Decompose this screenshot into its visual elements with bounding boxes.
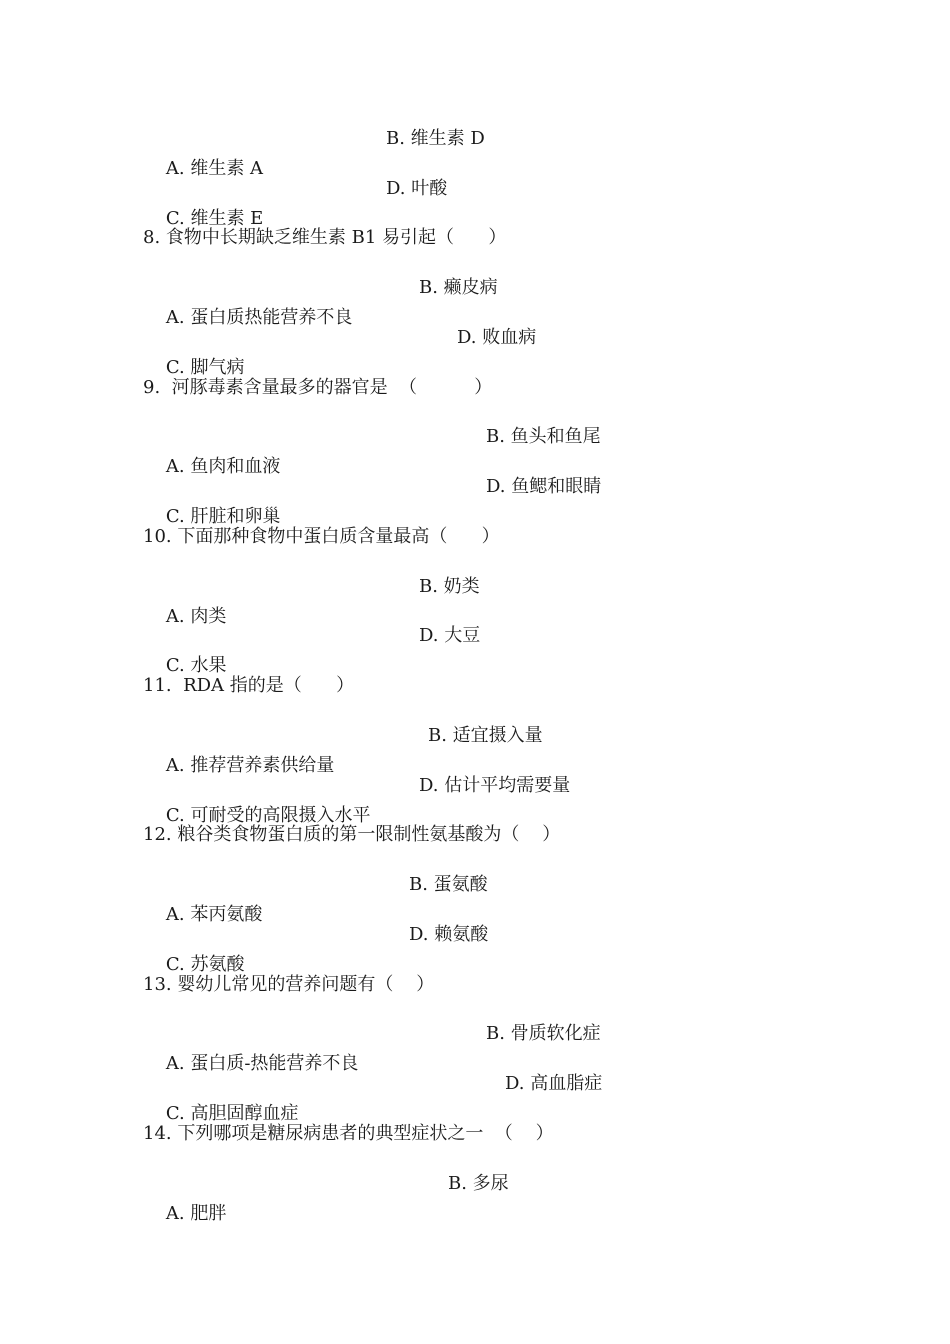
option-b: B. 多尿	[448, 1173, 509, 1194]
option-c: C. 水果	[165, 655, 227, 676]
option-d: D. 大豆	[419, 625, 481, 646]
option-b: B. 癞皮病	[419, 277, 498, 298]
option-b: B. 适宜摄入量	[428, 725, 543, 746]
option-b: B. 蛋氨酸	[409, 874, 488, 895]
option-d: D. 估计平均需要量	[419, 775, 571, 796]
option-line	[143, 422, 601, 477]
option-line	[143, 721, 543, 776]
option-c: C. 肝脏和卵巢	[165, 506, 281, 527]
option-b: B. 鱼头和鱼尾	[486, 426, 601, 447]
option-a: A. 蛋白质-热能营养不良	[165, 1053, 359, 1074]
option-line	[143, 472, 602, 527]
option-line	[143, 273, 498, 328]
option-line	[143, 771, 571, 826]
option-line	[143, 174, 448, 229]
option-d: D. 高血脂症	[505, 1073, 603, 1094]
question-12: 12. 粮谷类食物蛋白质的第一限制性氨基酸为（ ）	[143, 824, 561, 845]
option-d: D. 鱼鳃和眼睛	[486, 476, 602, 497]
option-a: A. 蛋白质热能营养不良	[165, 307, 353, 328]
option-a: A. 推荐营养素供给量	[165, 755, 335, 776]
option-a: A. 肥胖	[165, 1203, 227, 1224]
option-b: B. 维生素 D	[386, 128, 485, 149]
option-c: C. 苏氨酸	[165, 954, 245, 975]
option-b: B. 奶类	[419, 576, 480, 597]
option-a: A. 苯丙氨酸	[165, 904, 263, 925]
option-a: A. 鱼肉和血液	[165, 456, 281, 477]
question-9: 9. 河豚毒素含量最多的器官是 （ ）	[143, 377, 493, 398]
option-d: D. 叶酸	[386, 178, 448, 199]
question-8: 8. 食物中长期缺乏维生素 B1 易引起（ ）	[143, 227, 507, 248]
option-c: C. 高胆固醇血症	[165, 1103, 299, 1124]
option-c: C. 可耐受的高限摄入水平	[165, 805, 371, 826]
option-a: A. 维生素 A	[165, 158, 264, 179]
question-10: 10. 下面那种食物中蛋白质含量最高（ ）	[143, 526, 500, 547]
option-line	[143, 572, 480, 627]
question-14: 14. 下列哪项是糖尿病患者的典型症状之一 （ ）	[143, 1123, 554, 1144]
option-line	[143, 1069, 603, 1124]
option-d: D. 败血病	[457, 327, 537, 348]
option-a: A. 肉类	[165, 606, 227, 627]
option-line	[143, 1019, 601, 1074]
option-line	[143, 621, 481, 676]
option-d: D. 赖氨酸	[409, 924, 489, 945]
option-c: C. 维生素 E	[165, 208, 264, 229]
question-13: 13. 婴幼儿常见的营养问题有（ ）	[143, 974, 435, 995]
option-line	[143, 870, 488, 925]
option-line	[143, 323, 537, 378]
question-11: 11. RDA 指的是（ ）	[143, 675, 355, 696]
option-line	[143, 124, 485, 179]
option-line	[143, 920, 489, 975]
option-c: C. 脚气病	[165, 357, 245, 378]
option-line	[143, 1169, 509, 1224]
option-b: B. 骨质软化症	[486, 1023, 601, 1044]
